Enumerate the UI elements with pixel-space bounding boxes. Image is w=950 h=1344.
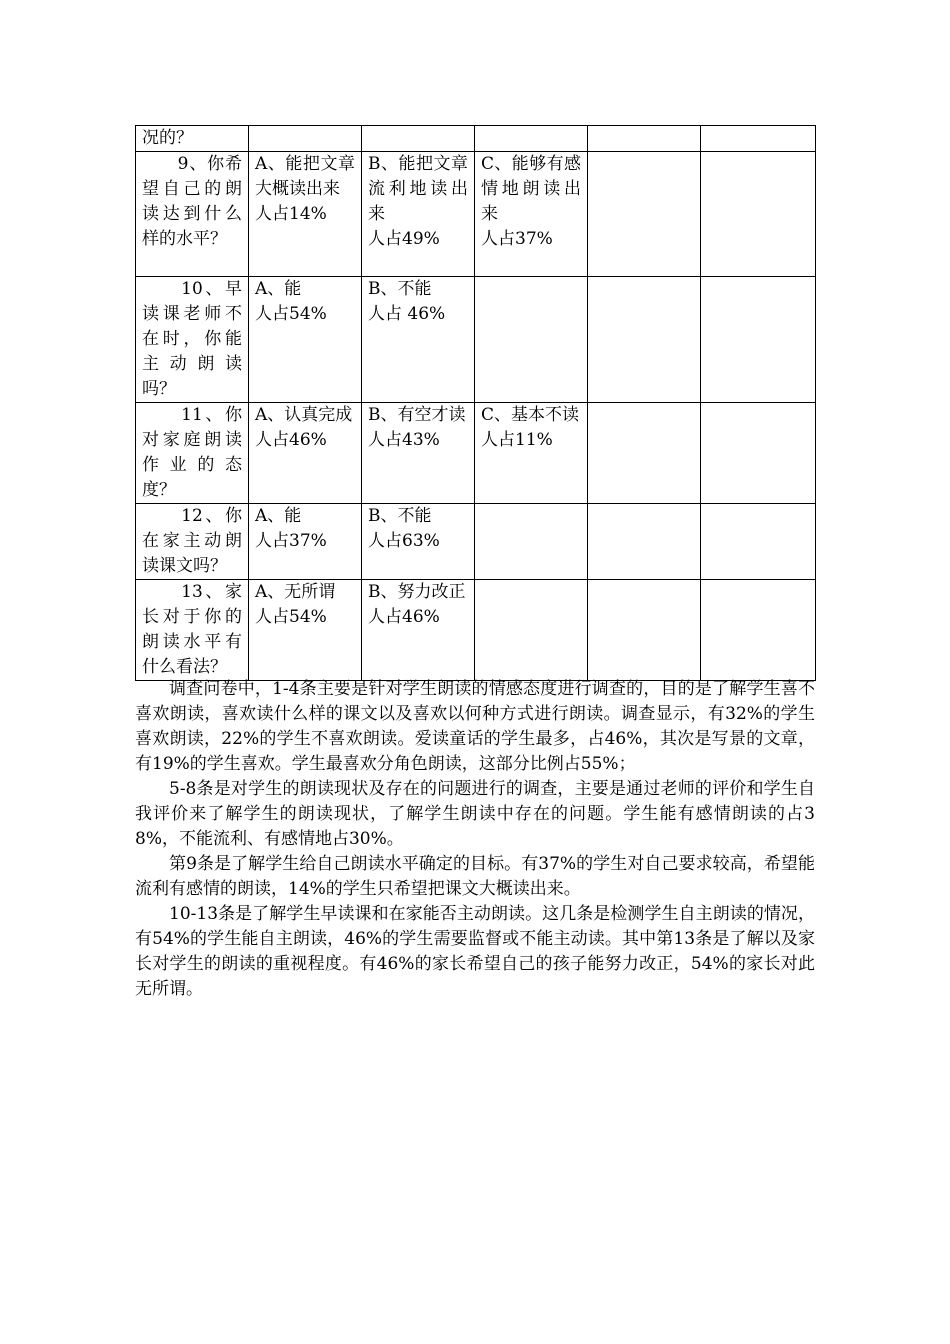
option-b-cell <box>362 126 475 152</box>
paragraph: 第9条是了解学生给自己朗读水平确定的目标。有37%的学生对自己要求较高，希望能流利有感情的朗读，14%的学生只希望把课文大概读出来。 <box>135 854 815 899</box>
option-a-cell <box>249 126 362 152</box>
empty-cell <box>701 504 816 580</box>
question-cell: 10、早读课老师不在时，你能主动朗读吗？ <box>136 277 249 403</box>
empty-cell <box>701 126 816 152</box>
empty-cell <box>588 152 701 277</box>
table-row <box>136 580 816 681</box>
table-row <box>136 152 816 277</box>
table-row <box>136 277 816 403</box>
option-a-cell: A、能 人占37% <box>249 504 362 580</box>
analysis-text <box>135 677 815 1002</box>
empty-cell <box>588 403 701 504</box>
option-b-cell: B、不能 人占63% <box>362 504 475 580</box>
empty-cell <box>588 126 701 152</box>
empty-cell <box>701 580 816 681</box>
option-a-cell: A、能把文章大概读出来 人占14% <box>249 152 362 277</box>
empty-cell <box>701 152 816 277</box>
paragraph: 10-13条是了解学生早读课和在家能否主动朗读。这几条是检测学生自主朗读的情况，有54%的学生能自主朗读，46%的学生需要监督或不能主动读。其中第13条是了解以及家长对学生的朗读的重视程度。有46%的家长希望自己的孩子能努力改正，54%的家长对此无所谓。 <box>135 904 815 999</box>
question-cell: 9、你希望自己的朗读达到什么样的水平？ <box>136 152 249 277</box>
option-b-cell: B、不能 人占 46% <box>362 277 475 403</box>
question-cell: 况的？ <box>136 126 249 152</box>
option-c-cell <box>475 580 588 681</box>
option-c-cell: C、能够有感情地朗读出来 人占37% <box>475 152 588 277</box>
question-cell: 11、你对家庭朗读作业的态度？ <box>136 403 249 504</box>
option-c-cell <box>475 126 588 152</box>
option-b-cell: B、能把文章流利地读出来 人占49% <box>362 152 475 277</box>
table-row <box>136 504 816 580</box>
empty-cell <box>588 580 701 681</box>
option-c-cell <box>475 504 588 580</box>
empty-cell <box>701 403 816 504</box>
empty-cell <box>701 277 816 403</box>
question-cell: 13、家长对于你的朗读水平有什么看法？ <box>136 580 249 681</box>
paragraph: 调查问卷中，1-4条主要是针对学生朗读的情感态度进行调查的，目的是了解学生喜不喜欢朗读，喜欢读什么样的课文以及喜欢以何种方式进行朗读。调查显示，有32%的学生喜欢朗读，22%的学生不喜欢朗读。爱读童话的学生最多，占46%，其次是写景的文章，有19%的学生喜欢。学生最喜欢分角色朗读，这部分比例占55%； <box>135 679 815 774</box>
option-b-cell: B、有空才读 人占43% <box>362 403 475 504</box>
empty-cell <box>588 277 701 403</box>
empty-cell <box>588 504 701 580</box>
option-a-cell: A、能 人占54% <box>249 277 362 403</box>
option-a-cell: A、无所谓 人占54% <box>249 580 362 681</box>
paragraph: 5-8条是对学生的朗读现状及存在的问题进行的调查，主要是通过老师的评价和学生自我评价来了解学生的朗读现状，了解学生朗读中存在的问题。学生能有感情朗读的占38%，不能流利、有感情地占30%。 <box>135 779 815 849</box>
table-row <box>136 403 816 504</box>
table-row <box>136 126 816 152</box>
option-a-cell: A、认真完成 人占46% <box>249 403 362 504</box>
option-c-cell <box>475 277 588 403</box>
survey-table <box>135 125 816 681</box>
question-cell: 12、你在家主动朗读课文吗？ <box>136 504 249 580</box>
option-b-cell: B、努力改正 人占46% <box>362 580 475 681</box>
option-c-cell: C、基本不读 人占11% <box>475 403 588 504</box>
